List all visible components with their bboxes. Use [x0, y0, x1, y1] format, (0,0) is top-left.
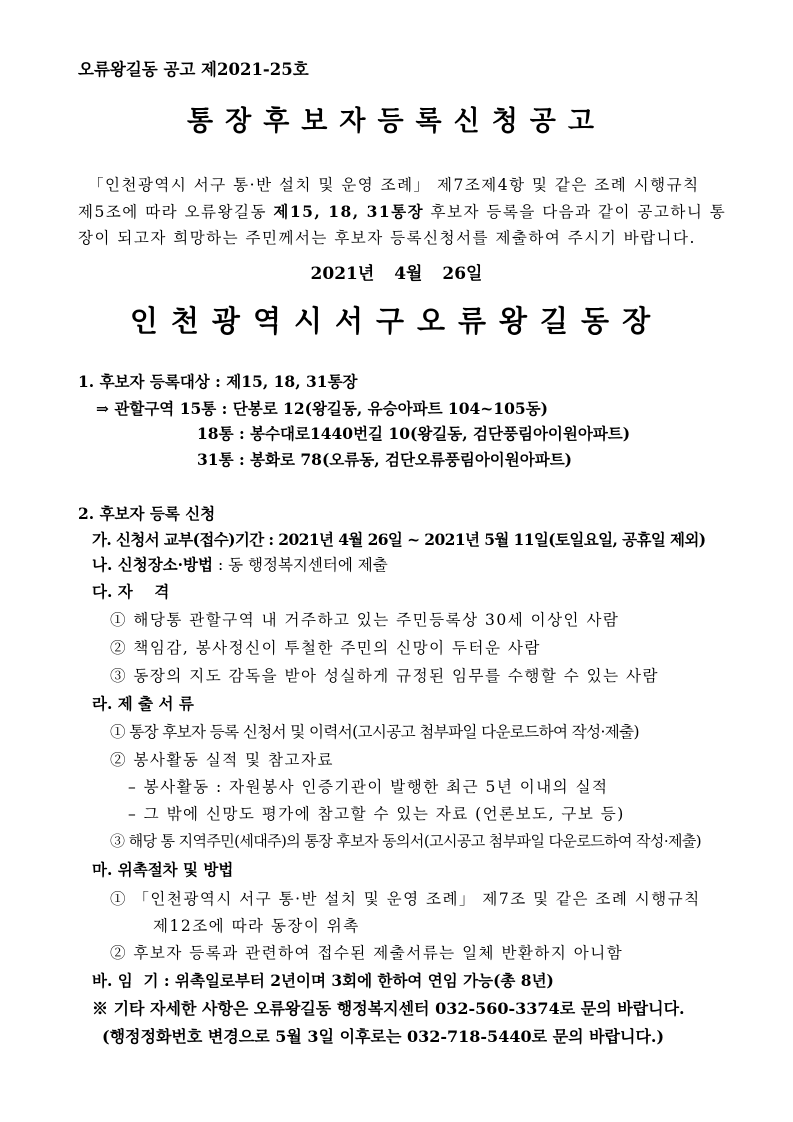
documents-heading: 라. 제 출 서 류: [92, 694, 194, 713]
area-prefix: ⇒ 관할구역: [96, 399, 180, 418]
contact-note: ※ 기타 자세한 사항은 오류왕길동 행정복지센터 032-560-3374로 문의 바랍니다.: [92, 999, 685, 1018]
area-18: 18통 : 봉수대로1440번길 10(왕길동, 검단풍림아이원아파트): [197, 424, 631, 443]
section2-heading: 2. 후보자 등록 신청: [78, 504, 216, 523]
document-subitem: – 봉사활동 : 자원봉사 인증기관이 발행한 최근 5년 이내의 실적: [128, 778, 609, 796]
area-15: [96, 398, 548, 420]
application-place-label: 나. 신청장소·방법: [92, 555, 214, 574]
document-item: ② 봉사활동 실적 및 참고자료: [110, 751, 334, 769]
qualification-item: ③ 동장의 지도 감독을 받아 성실하게 규정된 임무를 수행할 수 있는 사람: [110, 667, 659, 685]
intro-target-bold: 제15, 18, 31통장: [273, 202, 425, 221]
intro-line-2-post: 후보자 등록을 다음과 같이 공고하니 통: [424, 203, 727, 221]
application-place: [92, 554, 388, 576]
qualification-heading: 다. 자 격: [92, 582, 170, 601]
intro-line-2-pre: 제5조에 따라 오류왕길동: [78, 203, 274, 221]
notice-date: 2021년 4월 26일: [310, 264, 483, 284]
notice-number: 오류왕길동 공고 제2021-25호: [78, 60, 309, 79]
area-text: 15통 : 단봉로 12(왕길동, 유승아파트 104~105동): [179, 399, 548, 418]
intro-line-3: 장이 되고자 희망하는 주민께서는 후보자 등록신청서를 제출하여 주시기 바랍니다.: [78, 229, 696, 247]
notice-title: 통장후보자등록신청공고: [187, 106, 606, 137]
section1-heading: 1. 후보자 등록대상 : 제15, 18, 31통장: [78, 372, 358, 391]
area-31: 31통 : 봉화로 78(오류동, 검단오류풍림아이원아파트): [197, 450, 572, 469]
appointment-heading: 마. 위촉절차 및 방법: [92, 860, 234, 879]
application-period: 가. 신청서 교부(접수)기간 : 2021년 4월 26일 ~ 2021년 5월 11일(토일요일, 공휴일 제외): [92, 530, 706, 549]
qualification-item: ① 해당통 관할구역 내 거주하고 있는 주민등록상 30세 이상인 사람: [110, 611, 620, 629]
document-item: ① 통장 후보자 등록 신청서 및 이력서(고시공고 첨부파일 다운로드하여 작성·제출): [110, 723, 640, 741]
application-place-text: : 동 행정복지센터에 제출: [213, 556, 388, 574]
qualification-item: ② 책임감, 봉사정신이 투철한 주민의 신망이 두터운 사람: [110, 639, 541, 657]
document-item: ③ 해당 통 지역주민(세대주)의 통장 후보자 동의서(고시공고 첨부파일 다운로드하여 작성·제출): [110, 832, 702, 850]
contact-change-note: (행정정화번호 변경으로 5월 3일 이후로는 032-718-5440로 문의 바랍니다.): [102, 1027, 665, 1046]
document-subitem: – 그 밖에 신망도 평가에 참고할 수 있는 자료 (언론보도, 구보 등): [128, 805, 625, 823]
issuer-name: 인천광역시서구오류왕길동장: [129, 304, 664, 338]
intro-line-1: 「인천광역시 서구 통·반 설치 및 운영 조례」 제7조제4항 및 같은 조례 시행규칙: [88, 176, 700, 194]
appointment-item: ① 「인천광역시 서구 통·반 설치 및 운영 조례」 제7조 및 같은 조례 시행규칙: [110, 890, 701, 908]
appointment-item: ② 후보자 등록과 관련하여 접수된 제출서류는 일체 반환하지 아니함: [110, 944, 624, 962]
intro-line-2: [78, 201, 726, 223]
appointment-item-cont: 제12조에 따라 동장이 위촉: [153, 917, 360, 935]
term-of-office: 바. 임 기 : 위촉일로부터 2년이며 3회에 한하여 연임 가능(총 8년): [92, 971, 554, 990]
